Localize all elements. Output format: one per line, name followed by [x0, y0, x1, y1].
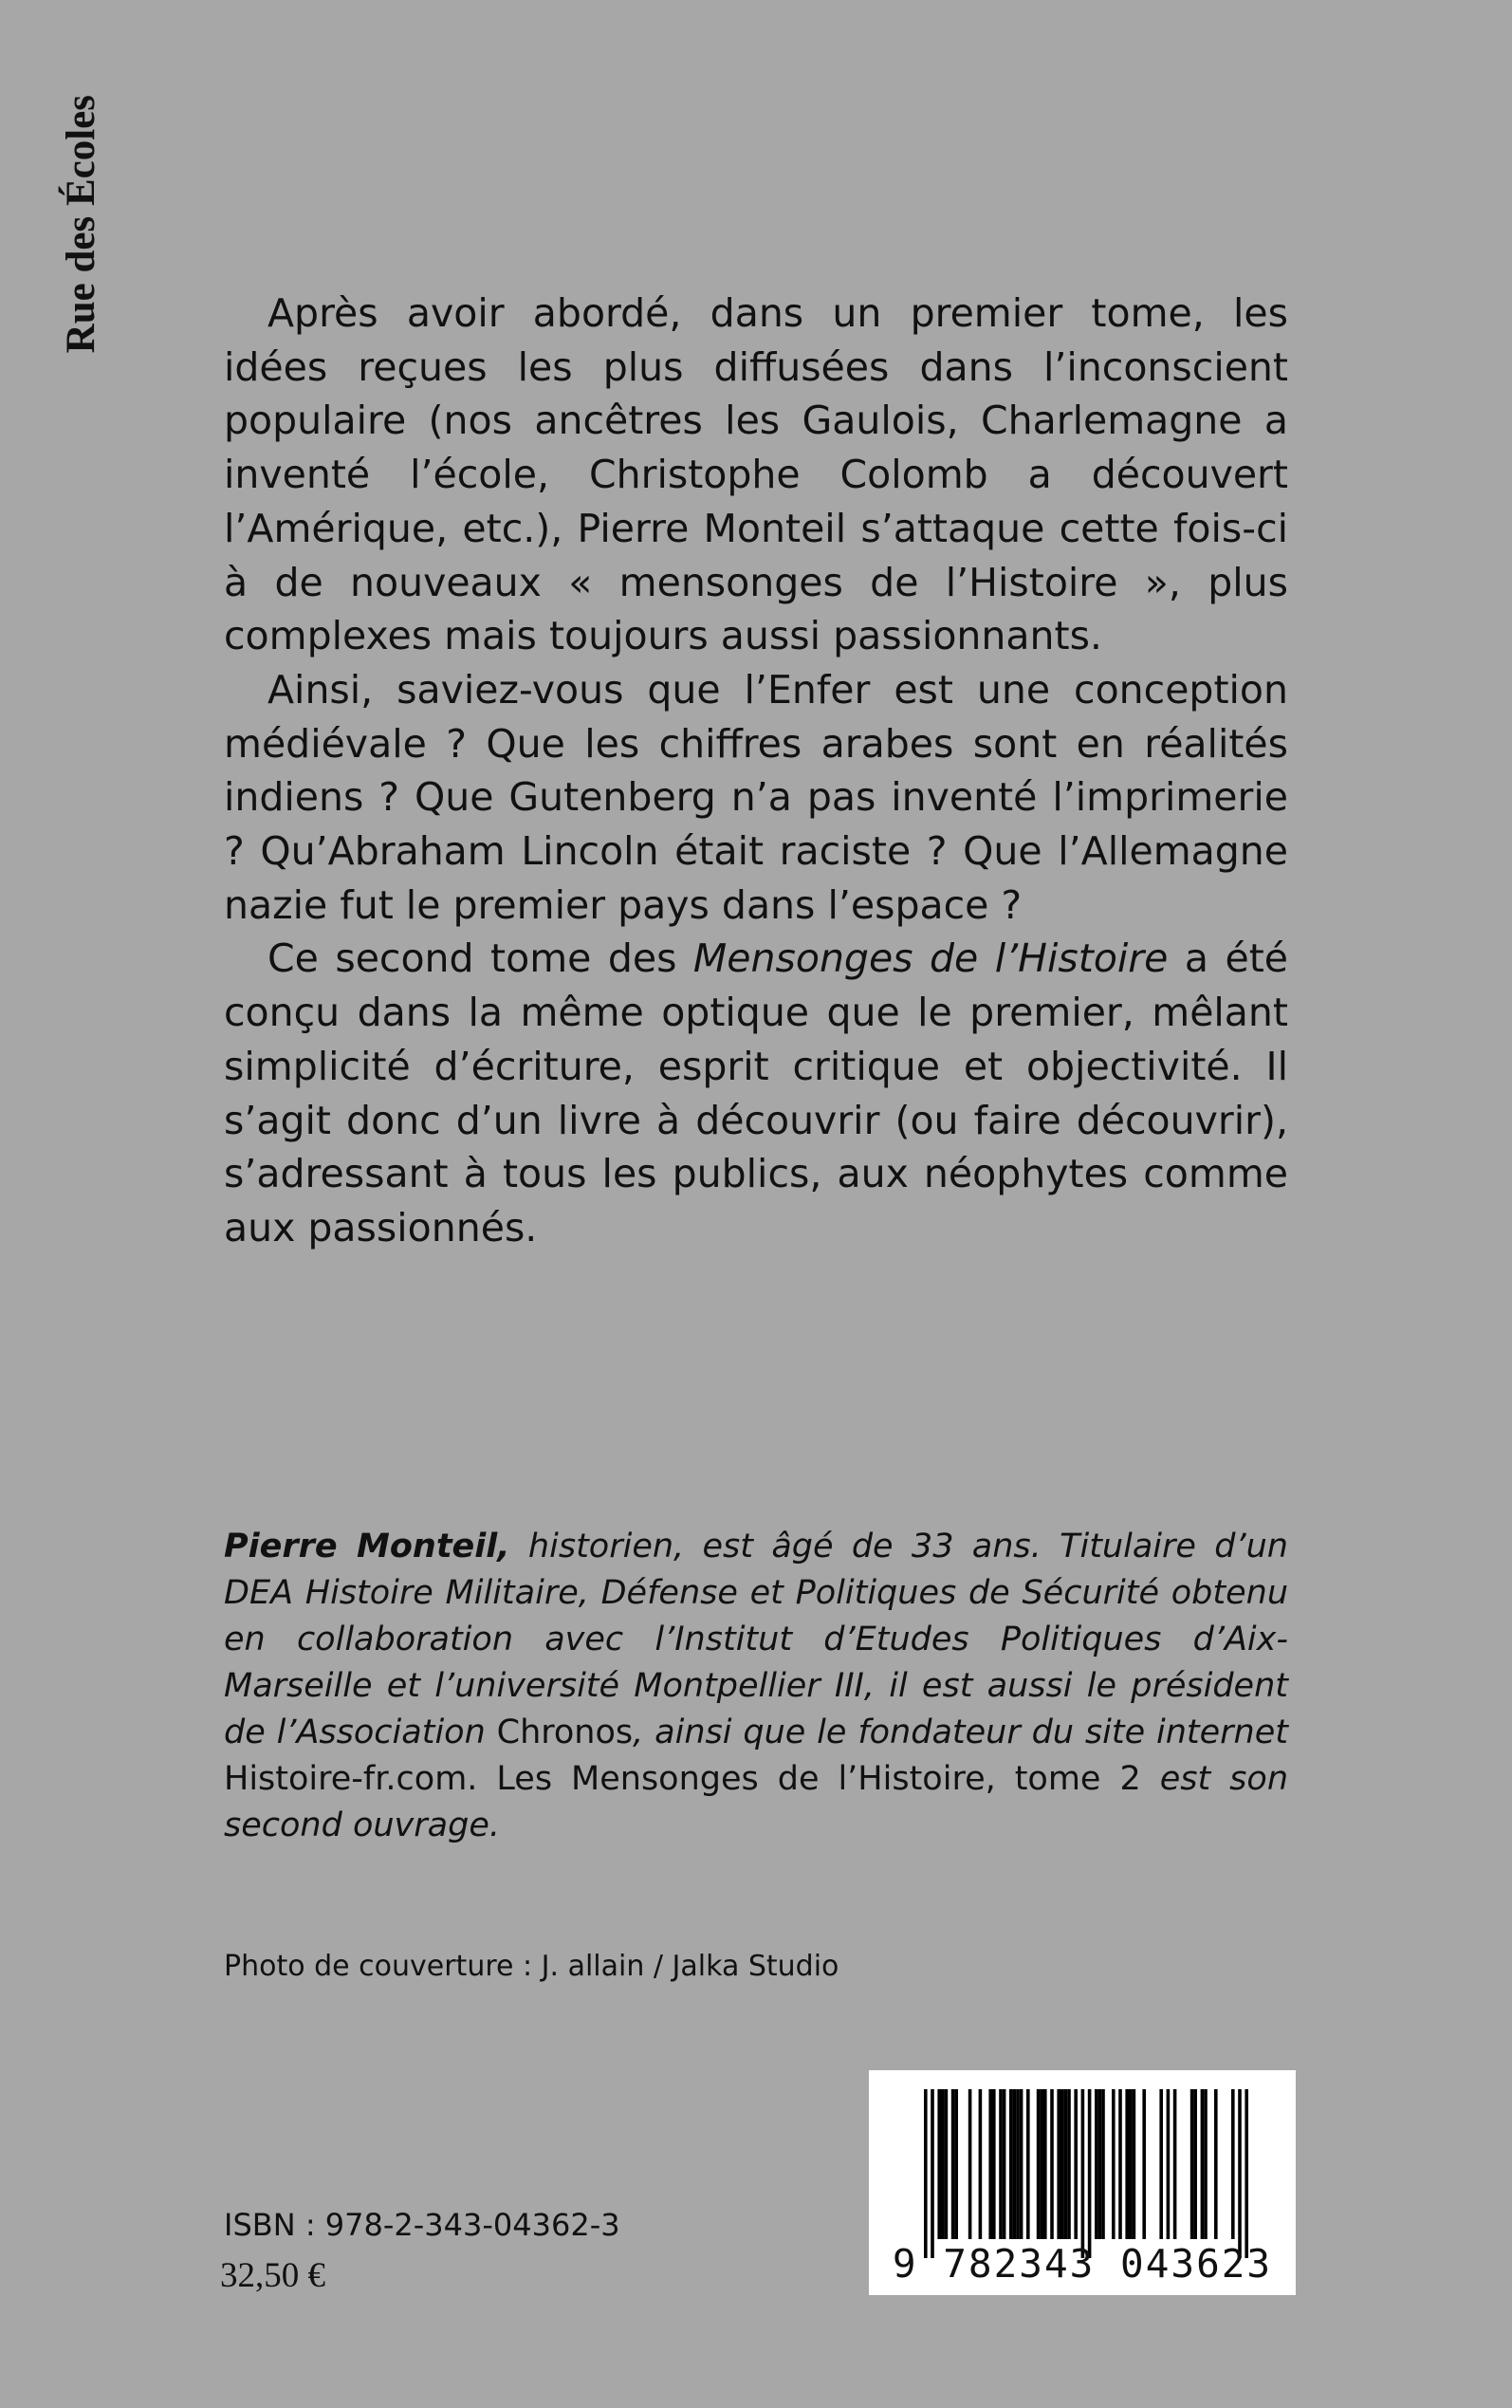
- barcode-bar: [1129, 2089, 1133, 2239]
- photo-credit: Photo de couverture : J. allain / Jalka Studio: [224, 1950, 839, 1983]
- barcode-bar: [1074, 2089, 1078, 2239]
- barcode-bar: [1037, 2089, 1041, 2239]
- association-name: Chronos: [496, 1713, 634, 1751]
- barcode-bar: [1142, 2089, 1146, 2239]
- barcode-bar: [1125, 2089, 1129, 2239]
- barcode-bar: [951, 2089, 955, 2239]
- barcode-bar: [999, 2089, 1003, 2239]
- barcode-bar: [1057, 2089, 1060, 2239]
- barcode-bar: [937, 2089, 941, 2239]
- barcode-bar: [992, 2089, 996, 2239]
- bio-text: est son second ouvrage.: [224, 1760, 1288, 1844]
- barcode-digits: 9 782343 043623: [892, 2241, 1273, 2287]
- barcode-bar: [1214, 2089, 1218, 2239]
- price: 32,50 €: [220, 2256, 325, 2295]
- barcode-bar: [1133, 2089, 1136, 2239]
- summary-paragraph-2: Ainsi, saviez-vous que l’Enfer est une conception médiévale ? Que les chiffres arabes sont en réalités indiens ? Que Gutenberg n’a pas inventé l’imprimerie ? Qu’Abraham Lincoln était raciste ? Que l’Allemagne nazie fut le premier pays dans l’espace ?: [224, 666, 1288, 928]
- barcode-bar: [1088, 2089, 1092, 2258]
- barcode-bar: [1238, 2089, 1242, 2258]
- barcode-bar: [1201, 2089, 1205, 2239]
- barcode-bar: [1050, 2089, 1054, 2239]
- barcode-bar: [1112, 2089, 1116, 2239]
- barcode-bar: [1064, 2089, 1068, 2239]
- author-name: Pierre Monteil,: [224, 1528, 510, 1565]
- website-name: Histoire-fr.com. Les Mensonges de l’Histoire, tome 2: [224, 1760, 1141, 1798]
- book-title-reference: Mensonges de l’Histoire: [692, 935, 1169, 982]
- barcode-bar: [1159, 2089, 1163, 2239]
- barcode-bar: [945, 2089, 949, 2239]
- barcode-bar: [1009, 2089, 1013, 2239]
- summary-text: a été conçu dans la même optique que le premier, mêlant simplicité d’écriture, esprit critique et objectivité. Il s’agit donc d’un livre à découvrir (ou faire découvrir), s’adressant à tous les publics, aux néophytes comme aux passionnés.: [224, 935, 1288, 1250]
- barcode-bar: [1095, 2089, 1098, 2239]
- barcode-bar: [1245, 2089, 1248, 2258]
- summary-text: Ce second tome des: [267, 935, 693, 982]
- book-summary: [224, 287, 1288, 1255]
- barcode-bar: [941, 2089, 945, 2239]
- isbn-number: ISBN : 978-2-343-04362-3: [224, 2207, 620, 2243]
- barcode-bar: [1101, 2089, 1105, 2239]
- barcode-bar: [924, 2089, 928, 2258]
- barcode-bar: [954, 2089, 958, 2239]
- author-biography: [224, 1524, 1288, 1849]
- barcode-bar: [1173, 2089, 1177, 2239]
- barcode-bar: [1081, 2089, 1085, 2258]
- bio-text: historien, est âgé de 33 ans. Titulaire d’un DEA Histoire Militaire, Défense et Politiques de Sécurité obtenu en collaboration avec l’Institut d’Etudes Politiques d’Aix-Marseille et l’université Montpellier III, il est aussi le président de l’Association: [224, 1528, 1288, 1751]
- bio-text: , ainsi que le fondateur du site internet: [633, 1713, 1288, 1751]
- barcode-bar: [1013, 2089, 1017, 2239]
- collection-spine-label: Rue des Écoles: [59, 95, 103, 354]
- barcode-bar: [1098, 2089, 1102, 2239]
- barcode-bar: [1020, 2089, 1023, 2239]
- barcode-bar: [1016, 2089, 1020, 2239]
- barcode-bar: [1067, 2089, 1071, 2239]
- barcode-bar: [931, 2089, 934, 2258]
- barcode-bar: [968, 2089, 972, 2239]
- barcode-bar: [988, 2089, 992, 2239]
- barcode-bar: [1190, 2089, 1194, 2239]
- barcode-bar: [1231, 2089, 1235, 2239]
- summary-paragraph-1: Après avoir abordé, dans un premier tome, les idées reçues les plus diffusées dans l’inconscient populaire (nos ancêtres les Gaulois, Charlemagne a inventé l’école, Christophe Colomb a découvert l’Amérique, etc.), Pierre Monteil s’attaque cette fois-ci à de nouveaux « mensonges de l’Histoire », plus complexes mais toujours aussi passionnants.: [224, 290, 1288, 659]
- barcode-bar: [1026, 2089, 1030, 2239]
- summary-paragraph-3: [224, 932, 1288, 1254]
- barcode-bar: [1043, 2089, 1047, 2239]
- barcode: [869, 2070, 1296, 2295]
- barcode-bar: [1040, 2089, 1043, 2239]
- barcode-bar: [1193, 2089, 1197, 2239]
- barcode-bar: [979, 2089, 983, 2239]
- barcode-bar: [1003, 2089, 1006, 2239]
- barcode-bar: [1167, 2089, 1171, 2239]
- barcode-bar: [1060, 2089, 1064, 2239]
- barcode-bar: [1204, 2089, 1208, 2239]
- barcode-bar: [1118, 2089, 1122, 2239]
